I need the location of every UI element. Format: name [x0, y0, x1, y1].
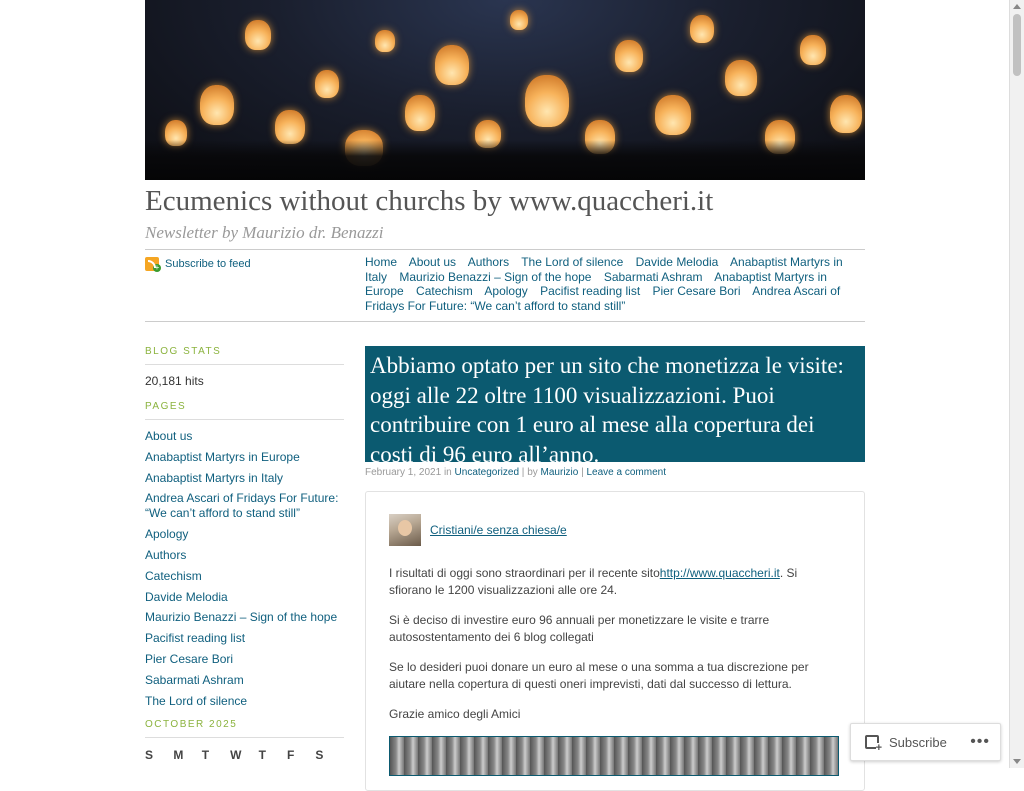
calendar-title: OCTOBER 2025: [145, 719, 344, 738]
header-image-lanterns[interactable]: [145, 0, 865, 180]
blog-hits: 20,181 hits: [145, 374, 204, 388]
post-title[interactable]: Abbiamo optato per un sito che monetizza le visite: oggi alle 22 oltre 1100 visualizzazioni. Puoi contribuire con 1 euro al mese alla copertura dei costi di 96 euro all’anno.: [365, 346, 865, 462]
blog-stats-title: BLOG STATS: [145, 346, 344, 365]
reblog-source-link[interactable]: Cristiani/e senza chiesa/e: [430, 523, 567, 537]
nav-about-us[interactable]: About us: [408, 255, 457, 269]
nav-sign-of-hope[interactable]: Maurizio Benazzi – Sign of the hope: [399, 269, 592, 284]
weekday-label: M: [173, 747, 184, 762]
post: [365, 346, 865, 791]
page-link[interactable]: Sabarmati Ashram: [145, 672, 244, 687]
nav-apology[interactable]: Apology: [484, 284, 528, 299]
nav-anabaptist-italy[interactable]: Anabaptist Martyrs in Italy: [365, 255, 843, 284]
quaccheri-link[interactable]: http://www.quaccheri.it: [659, 566, 780, 580]
entry-paragraph: Si è deciso di investire euro 96 annuali per monetizzare le visite e trarre autosostentamento dei 6 blog collegati: [389, 613, 770, 644]
page-link[interactable]: Anabaptist Martyrs in Europe: [145, 449, 300, 464]
page-link[interactable]: Maurizio Benazzi – Sign of the hope: [145, 610, 338, 625]
page-link[interactable]: Davide Melodia: [145, 589, 228, 604]
nav-lord-of-silence[interactable]: The Lord of silence: [521, 255, 624, 269]
nav-pacifist-reading[interactable]: Pacifist reading list: [540, 284, 641, 299]
page-scrollbar[interactable]: [1009, 0, 1024, 768]
weekday-label: T: [258, 747, 266, 762]
nav-andrea-ascari[interactable]: Andrea Ascari of Fridays For Future: “We can’t afford to stand still”: [365, 284, 841, 313]
subscribe-feed[interactable]: [145, 257, 251, 271]
post-meta: [365, 467, 865, 478]
pages-title: PAGES: [145, 401, 344, 420]
page-link[interactable]: Andrea Ascari of Fridays For Future: “We can’t afford to stand still”: [145, 491, 339, 521]
post-image[interactable]: [389, 736, 839, 776]
entry-paragraph: [389, 565, 841, 599]
weekday-label: S: [145, 747, 154, 762]
reblog-source: [389, 514, 841, 546]
crowd-silhouette: [145, 140, 865, 180]
weekday-label: T: [201, 747, 210, 762]
nav-divider: [145, 321, 865, 322]
calendar-weekdays: [145, 748, 344, 762]
scrollbar-thumb[interactable]: [1013, 14, 1021, 76]
avatar[interactable]: [389, 514, 421, 546]
pages-list: [145, 429, 344, 709]
weekday-label: F: [286, 747, 295, 762]
subscribe-icon: [865, 735, 879, 749]
weekday-label: S: [315, 747, 324, 762]
nav-catechism[interactable]: Catechism: [416, 284, 473, 299]
nav-authors[interactable]: Authors: [467, 255, 510, 269]
page-link[interactable]: Pier Cesare Bori: [145, 651, 234, 666]
post-in-word: in: [443, 467, 452, 478]
nav-pier-cesare-bori[interactable]: Pier Cesare Bori: [652, 284, 741, 299]
page-link[interactable]: Authors: [145, 547, 187, 562]
nav-home[interactable]: Home: [365, 255, 398, 269]
weekday-label: W: [230, 747, 242, 762]
scroll-up-icon[interactable]: [1013, 4, 1021, 9]
page-link[interactable]: Apology: [145, 527, 189, 542]
nav-davide-melodia[interactable]: Davide Melodia: [635, 255, 719, 269]
leave-comment-link[interactable]: Leave a comment: [586, 467, 666, 478]
page-link[interactable]: The Lord of silence: [145, 693, 248, 708]
post-by-word: by: [527, 467, 538, 478]
entry-paragraph: Grazie amico degli Amici: [389, 707, 521, 721]
rss-icon: +: [145, 257, 159, 271]
page-link[interactable]: Anabaptist Martyrs in Italy: [145, 470, 284, 485]
site-description: Newsletter by Maurizio dr. Benazzi: [145, 223, 384, 242]
nav-anabaptist-europe[interactable]: Anabaptist Martyrs in Europe: [365, 269, 827, 299]
post-author-link[interactable]: Maurizio: [540, 467, 579, 478]
post-entry: [365, 491, 865, 791]
meta-separator: |: [581, 467, 584, 478]
subscribe-feed-link[interactable]: Subscribe to feed: [165, 258, 251, 270]
entry-paragraph: Se lo desideri puoi donare un euro al mese o una somma a tua discrezione per aiutare nella copertura di questi oneri imprevisti, dati dal successo di lettura.: [389, 660, 809, 691]
site-title[interactable]: Ecumenics without churchs by www.quaccheri.it: [145, 185, 714, 217]
nav-sabarmati-ashram[interactable]: Sabarmati Ashram: [603, 269, 703, 284]
sidebar: [145, 346, 344, 762]
main-navigation: [365, 255, 865, 313]
header-divider: [145, 249, 865, 250]
para1-text: I risultati di oggi sono straordinari per il recente sito: [389, 566, 660, 580]
page-link[interactable]: Pacifist reading list: [145, 631, 246, 646]
subscribe-label: Subscribe: [889, 734, 947, 750]
page-link[interactable]: About us: [145, 429, 193, 443]
page-link[interactable]: Catechism: [145, 568, 202, 583]
more-options-icon[interactable]: •••: [970, 733, 990, 750]
para1-rest: . Si sfiorano le 1200 visualizzazioni alle ore 24.: [389, 566, 798, 597]
scroll-down-icon[interactable]: [1013, 759, 1021, 764]
post-category-link[interactable]: Uncategorized: [454, 467, 520, 478]
meta-separator: |: [521, 467, 525, 478]
subscribe-button[interactable]: [850, 723, 1001, 761]
post-date: February 1, 2021: [365, 467, 442, 478]
